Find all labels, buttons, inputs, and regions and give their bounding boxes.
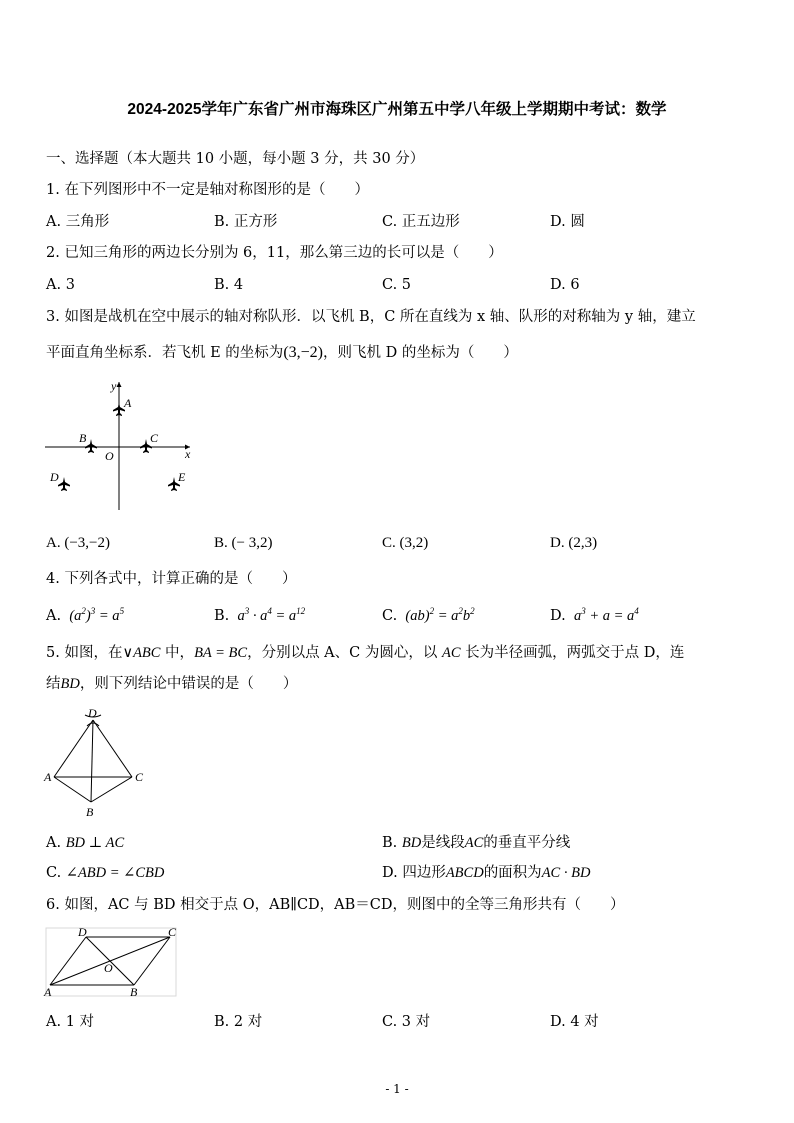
q4-stem: 4. 下列各式中，计算正确的是（ ）	[46, 571, 297, 587]
q3-coord-e: (3,−2)	[283, 344, 323, 361]
q5-label-d: D	[88, 706, 97, 720]
q1-option-c: C. 正五边形	[382, 214, 460, 230]
q5-stem-line1	[46, 644, 684, 662]
q1-stem: 1. 在下列图形中不一定是轴对称图形的是（ ）	[46, 182, 369, 198]
q4-option-b-label: B.	[214, 608, 230, 624]
q6-label-c: C	[168, 925, 177, 939]
q6-label-a: A	[44, 985, 52, 999]
q5-text-e: 结	[46, 676, 61, 692]
q6-figure	[40, 924, 180, 1000]
q4-option-b	[214, 607, 305, 625]
q5-option-d-math2: AC · BD	[541, 865, 591, 881]
q2-option-d: D. 6	[550, 277, 580, 293]
q3-label-c: C	[150, 431, 159, 445]
q4-option-d-math: $a^3 + a = a^4$	[570, 606, 639, 624]
section-header: 一、选择题（本大题共 10 小题，每小题 3 分，共 30 分）	[46, 151, 425, 167]
q6-option-a: A. 1 对	[46, 1014, 95, 1030]
q2-stem: 2. 已知三角形的两边长分别为 6，11，那么第三边的长可以是（ ）	[46, 245, 503, 261]
q6-label-d: D	[78, 925, 87, 939]
q3-label-y: y	[111, 379, 117, 393]
q5-triangle: ∨ABC	[122, 645, 161, 661]
q5-option-c	[46, 864, 164, 882]
q3-label-o: O	[105, 449, 114, 463]
q5-text-c: ，分别以点 A、C 为圆心，以	[247, 645, 442, 661]
q5-option-a-math: BD ⊥ AC	[65, 835, 125, 851]
q3-option-d: D. (2,3)	[550, 535, 598, 551]
q6-label-o: O	[104, 961, 113, 975]
q5-bd: BD	[60, 676, 80, 692]
q3-label-d: D	[50, 470, 59, 484]
q3-option-a: A. (−3,−2)	[46, 535, 110, 551]
q3-option-b: B. (− 3,2)	[214, 535, 273, 551]
q3-figure	[40, 376, 200, 516]
q5-stem-line2	[46, 675, 297, 693]
q5-text-b: 中，	[160, 645, 195, 661]
q4-option-a-math: $(a^2)^3 = a^5$	[65, 606, 125, 624]
q6-label-b: B	[130, 985, 138, 999]
q5-option-b	[382, 834, 570, 852]
q2-option-a: A. 3	[46, 277, 75, 293]
q1-option-a: A. 三角形	[46, 214, 110, 230]
page-number: - 1 -	[385, 1082, 409, 1096]
q5-text-f: ，则下列结论中错误的是（ ）	[79, 676, 298, 692]
q2-option-b: B. 4	[214, 277, 244, 293]
q4-option-c-label: C.	[382, 608, 398, 624]
q3-option-c: C. (3,2)	[382, 535, 429, 551]
q4-option-c-math: $(ab)^2 = a^2b^2$	[401, 606, 475, 624]
q1-option-d: D. 圆	[550, 214, 585, 230]
q4-option-d-label: D.	[550, 608, 566, 624]
q5-option-c-math: ∠ABD = ∠CBD	[65, 865, 165, 881]
q3-stem-line2	[46, 344, 518, 362]
q5-option-b-text: 是线段	[421, 835, 465, 851]
q5-option-b-label: B.	[382, 835, 398, 851]
q5-label-a: A	[44, 770, 52, 784]
q2-option-c: C. 5	[382, 277, 412, 293]
q5-equality: BA = BC	[194, 645, 248, 661]
q5-option-b-math2: AC	[464, 835, 484, 851]
q5-option-d	[382, 864, 590, 882]
q6-option-b: B. 2 对	[214, 1014, 263, 1030]
q3-jet-b	[85, 439, 97, 453]
q3-stem-line1: 3. 如图是战机在空中展示的轴对称队形．以飞机 B，C 所在直线为 x 轴、队形的对称轴为 y 轴，建立	[46, 309, 696, 325]
page-title: 2024-2025学年广东省广州市海珠区广州第五中学八年级上学期期中考试：数学	[127, 101, 667, 118]
q5-option-b-math: BD	[401, 835, 422, 851]
q4-option-d	[550, 607, 639, 625]
q3-stem-text-a: 平面直角坐标系．若飞机 E 的坐标为	[46, 345, 284, 361]
q6-option-c: C. 3 对	[382, 1014, 431, 1030]
q6-stem: 6. 如图，AC 与 BD 相交于点 O，AB∥CD，AB＝CD，则图中的全等三角形共有（ ）	[46, 897, 625, 913]
q5-option-a-label: A.	[46, 835, 62, 851]
q5-option-d-label: D.	[382, 865, 398, 881]
q4-option-a	[46, 607, 124, 625]
q4-option-b-math: $a^3 \cdot a^4 = a^{12}$	[233, 606, 306, 624]
q5-text-d: 长为半径画弧，两弧交于点 D，连	[460, 645, 685, 661]
q6-option-d: D. 4 对	[550, 1014, 599, 1030]
q5-figure	[40, 706, 150, 820]
q1-option-b: B. 正方形	[214, 214, 278, 230]
q5-label-b: B	[86, 805, 94, 819]
q5-option-d-math: ABCD	[445, 865, 484, 881]
q5-option-d-text2: 的面积为	[483, 865, 542, 881]
q5-option-a	[46, 834, 124, 852]
q5-option-b-text2: 的垂直平分线	[483, 835, 571, 851]
q3-label-x: x	[185, 447, 191, 461]
q3-label-a: A	[124, 396, 132, 410]
q5-text-a: 5. 如图，在	[46, 645, 123, 661]
q3-jet-d	[58, 477, 70, 491]
q5-option-d-text: 四边形	[402, 865, 446, 881]
q3-label-b: B	[79, 431, 87, 445]
q5-ac: AC	[441, 645, 461, 661]
q3-label-e: E	[178, 470, 186, 484]
q4-option-c	[382, 607, 475, 625]
q5-option-c-label: C.	[46, 865, 62, 881]
q3-stem-text-b: ，则飞机 D 的坐标为（ ）	[323, 345, 518, 361]
q4-option-a-label: A.	[46, 608, 62, 624]
q5-label-c: C	[135, 770, 144, 784]
